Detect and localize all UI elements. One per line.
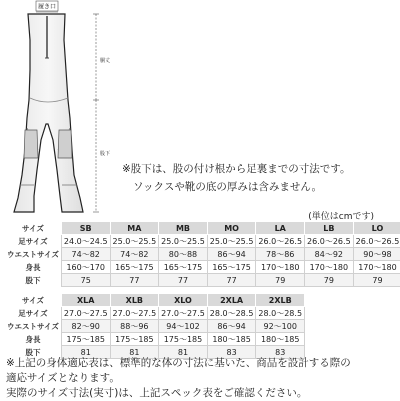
wader-body: [14, 14, 83, 212]
table-cell: 77: [159, 274, 208, 287]
table-cell: 75: [61, 274, 110, 287]
row-label-inseam: 股下: [5, 346, 61, 359]
table-cell: 86～94: [207, 320, 256, 333]
inseam-note-line2: ソックスや靴の底の厚みは含みません。: [133, 181, 322, 193]
table-cell: 81: [159, 346, 208, 359]
table-cell: 86～94: [207, 248, 256, 261]
inseam-note-line1: ※股下は、股の付け根から足裏までの寸法です。: [122, 163, 351, 175]
row-label-waist: ウエストサイズ: [5, 320, 61, 333]
footnote-line2: 適応サイズとなります。: [6, 372, 120, 384]
size-header: SB: [61, 222, 110, 235]
table-cell: 26.0～26.5: [256, 235, 305, 248]
table-cell: 27.0～27.5: [159, 307, 208, 320]
table-cell: 175～185: [110, 333, 159, 346]
table-cell: 27.0～27.5: [110, 307, 159, 320]
table-row: [5, 248, 400, 261]
table-row: [5, 307, 305, 320]
size-header: XLO: [159, 294, 208, 307]
footnote-line3: 実際のサイズ寸法(実寸)は、上記スペック表をご確認ください。: [6, 387, 308, 399]
table-cell: 88～96: [110, 320, 159, 333]
size-table-1: [5, 221, 400, 287]
body-length-label: 胴丈: [100, 58, 111, 64]
footnote-line1: ※上記の身体適応表は、標準的な体の寸法に基いた、商品を設計する際の: [6, 357, 351, 369]
row-label-foot: 足サイズ: [5, 235, 61, 248]
row-label-size: サイズ: [5, 294, 61, 307]
table-cell: 27.0～27.5: [61, 307, 110, 320]
table-cell: 175～185: [61, 333, 110, 346]
table-cell: 80～88: [159, 248, 208, 261]
row-label-inseam: 股下: [5, 274, 61, 287]
table-cell: 175～185: [159, 333, 208, 346]
table-cell: 79: [256, 274, 305, 287]
size-header: 2XLA: [207, 294, 256, 307]
table-cell: 94～102: [159, 320, 208, 333]
inseam-label: 股下: [100, 151, 111, 157]
table-cell: 92～100: [256, 320, 305, 333]
table-cell: 81: [110, 346, 159, 359]
size-header: MO: [207, 222, 256, 235]
waist-label: 履き口: [37, 3, 57, 11]
size-header: MA: [110, 222, 159, 235]
table-cell: 74～82: [110, 248, 159, 261]
table-cell: 83: [207, 346, 256, 359]
knee-pad-right: [58, 130, 72, 158]
row-label-height: 身長: [5, 333, 61, 346]
table-cell: 90～98: [353, 248, 400, 261]
wader-figure: [0, 0, 120, 225]
table-cell: 170～180: [305, 261, 354, 274]
unit-note: (単位はcmです): [308, 212, 374, 222]
table-cell: 83: [256, 346, 305, 359]
table-cell: 74～82: [61, 248, 110, 261]
size-header: MB: [159, 222, 208, 235]
table-cell: 180～185: [256, 333, 305, 346]
table-cell: 25.0～25.5: [207, 235, 256, 248]
row-label-height: 身長: [5, 261, 61, 274]
table-row: [5, 333, 305, 346]
table-cell: 165～175: [110, 261, 159, 274]
size-header: 2XLB: [256, 294, 305, 307]
table-cell: 78～86: [256, 248, 305, 261]
table-cell: 180～185: [207, 333, 256, 346]
table-cell: 84～92: [305, 248, 354, 261]
size-header: LA: [256, 222, 305, 235]
table-cell: 26.0～26.5: [353, 235, 400, 248]
table-cell: 170～180: [353, 261, 400, 274]
table-row: [5, 261, 400, 274]
table-row: [5, 222, 400, 235]
table-cell: 79: [305, 274, 354, 287]
knee-pad-left: [24, 130, 38, 158]
table-cell: 25.0～25.5: [159, 235, 208, 248]
table-cell: 81: [61, 346, 110, 359]
row-label-waist: ウエストサイズ: [5, 248, 61, 261]
table-cell: 165～175: [207, 261, 256, 274]
table-cell: 165～175: [159, 261, 208, 274]
table-cell: 28.0～28.5: [207, 307, 256, 320]
table-row: [5, 274, 400, 287]
table-cell: 25.0～25.5: [110, 235, 159, 248]
row-label-foot: 足サイズ: [5, 307, 61, 320]
table-cell: 28.0～28.5: [256, 307, 305, 320]
table-cell: 170～180: [256, 261, 305, 274]
table-cell: 82～90: [61, 320, 110, 333]
size-header: XLB: [110, 294, 159, 307]
table-row: [5, 320, 305, 333]
table-row: [5, 235, 400, 248]
size-header: LB: [305, 222, 354, 235]
table-cell: 160～170: [61, 261, 110, 274]
table-cell: 77: [110, 274, 159, 287]
size-table-2: [5, 293, 305, 359]
table-cell: 26.0～26.5: [305, 235, 354, 248]
table-row: [5, 294, 305, 307]
size-header: LO: [353, 222, 400, 235]
table-cell: 77: [207, 274, 256, 287]
table-cell: 79: [353, 274, 400, 287]
row-label-size: サイズ: [5, 222, 61, 235]
table-cell: 24.0～24.5: [61, 235, 110, 248]
size-header: XLA: [61, 294, 110, 307]
